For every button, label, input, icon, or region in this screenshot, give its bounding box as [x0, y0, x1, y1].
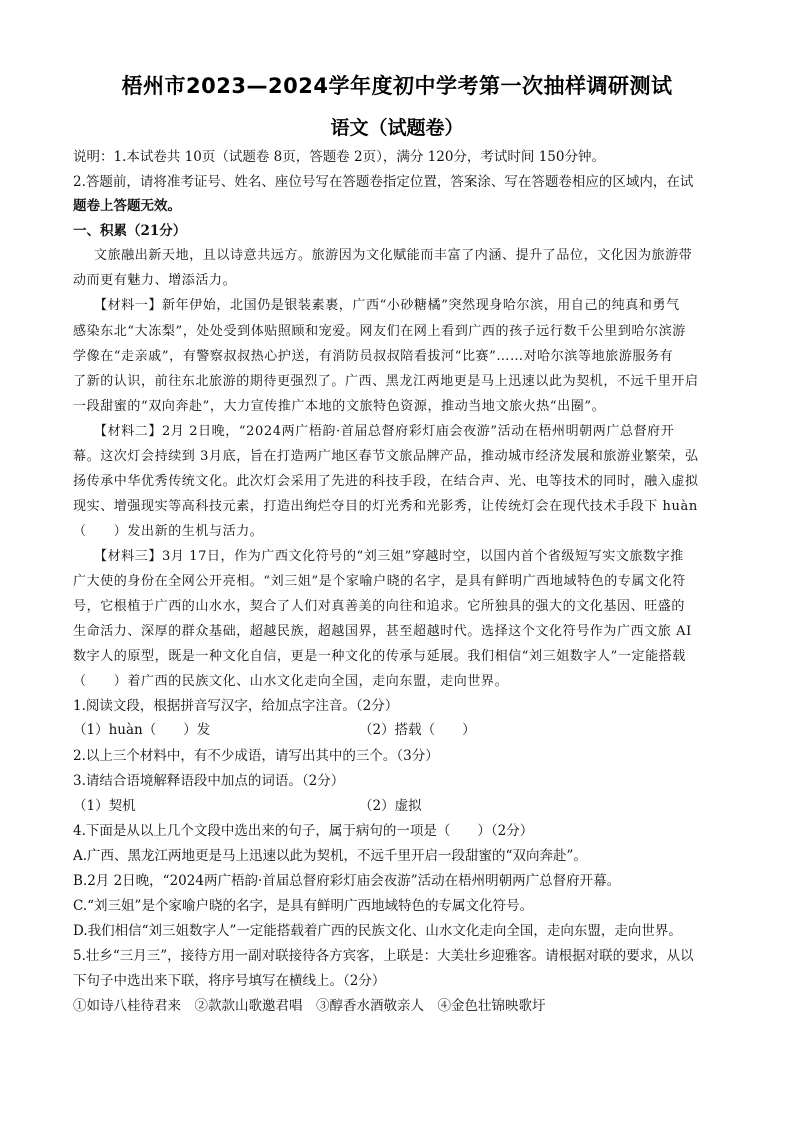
question-4-option-d: D.我们相信“刘三姐数字人”一定能搭载着广西的民族文化、山水文化走向全国，走向东盟，走向世界。	[73, 923, 682, 939]
material3-line: 广大使的身份在全网公开亮相。“刘三姐”是个家喻户晓的名字，是具有鲜明广西地域特色的专属文化符	[73, 574, 686, 589]
question-3-part-a: （1）契机	[73, 798, 136, 814]
question-3-part-b: （2）虚拟	[359, 798, 422, 814]
question-3-items	[73, 796, 721, 816]
material2-line: （ ）发出新的生机与活力。	[73, 524, 264, 539]
instruction-line-1: 说明：1.本试卷共 10页（试题卷 8页，答题卷 2页），满分 120分，考试时间 150分钟。	[73, 149, 605, 165]
material2-line: 【材料二】2月 2日晚，“2024两广梧韵·首届总督府彩灯庙会夜游”活动在梧州明朝两广总督府开	[94, 424, 675, 439]
question-4-option-c: C.“刘三姐”是个家喻户晓的名字，是具有鲜明广西地域特色的专属文化符号。	[73, 898, 533, 914]
material2-line: 扬传承中华优秀传统文化。此次灯会采用了先进的科技手段，在结合声、光、电等技术的同时，融入虚拟	[73, 474, 699, 489]
question-5-line-1: 5.壮乡“三月三”，接待方用一副对联接待各方宾客，上联是：大美壮乡迎雅客。请根据对联的要求，从以	[73, 948, 694, 964]
material3-line: 生命活力、深厚的群众基础，超越民族，超越国界，甚至超越时代。选择这个文化符号作为广西文旅 AI	[73, 624, 692, 639]
material3-line: （ ）着广西的民族文化、山水文化走向全国，走向东盟，走向世界。	[73, 674, 509, 689]
question-1-items	[73, 720, 721, 740]
intro-line: 文旅融出新天地，且以诗意共远方。旅游因为文化赋能而丰富了内涵、提升了品位，文化因为旅游带	[94, 248, 693, 263]
question-1-part-a: （1）huàn（ ）发	[73, 722, 211, 738]
intro-line: 动而更有魅力、增添活力。	[73, 273, 237, 288]
material3-line: 号，它根植于广西的山水水，契合了人们对真善美的向往和追求。它所独具的强大的文化基因、旺盛的	[73, 599, 686, 614]
material1-line: 一段甜蜜的“双向奔赴”，大力宣传推广本地的文旅特色资源，推动当地文旅火热“出圈”。	[73, 399, 606, 414]
question-4: 4.下面是从以上几个文段中选出来的句子，属于病句的一项是（ ）（2分）	[73, 823, 534, 839]
instruction-line-3: 题卷上答题无效。	[73, 198, 181, 214]
material1-line: 感染东北“大冻梨”，处处受到体贴照顾和宠爱。网友们在网上看到广西的孩子远行数千公里到哈尔滨游	[73, 324, 686, 339]
section-heading: 一、积累（21分）	[73, 223, 187, 239]
material1-line: 学像在“走亲戚”，有警察叔叔热心护送，有消防员叔叔陪看拔河“比赛”……对哈尔滨等地旅游服务有	[73, 349, 674, 364]
instruction-line-2: 2.答题前，请将准考证号、姓名、座位号写在答题卷指定位置，答案涂、写在答题卷相应的区域内，在试	[73, 174, 694, 190]
question-4-option-a: A.广西、黑龙江两地更是马上迅速以此为契机，不远千里开启一段甜蜜的“双向奔赴”。	[73, 848, 587, 864]
material1-line: 了新的认识，前往东北旅游的期待更强烈了。广西、黑龙江两地更是马上迅速以此为契机，不远千里开启	[73, 374, 699, 389]
question-1-part-b: （2）搭载（ ）	[359, 722, 476, 738]
material1-line: 【材料一】新年伊始，北国仍是银装素裹，广西“小砂糖橘”突然现身哈尔滨，用自己的纯真和勇气	[94, 298, 680, 313]
question-5-line-2: 下句子中选出来下联，将序号填写在横线上。（2分）	[73, 973, 386, 989]
material2-line: 现实、增强现实等高科技元素，打造出绚烂夺目的灯光秀和光影秀，让传统灯会在现代技术手段下 huàn	[73, 499, 698, 514]
question-2: 2.以上三个材料中，有不少成语，请写出其中的三个。（3分）	[73, 748, 439, 764]
question-3: 3.请结合语境解释语段中加点的词语。（2分）	[73, 773, 345, 789]
material2-line: 幕。这次灯会持续到 3月底，旨在打造两广地区春节文旅品牌产品，推动城市经济发展和旅游业繁荣，弘	[73, 449, 699, 464]
material3-line: 数字人的原型，既是一种文化自信，更是一种文化的传承与延展。我们相信“刘三姐数字人”一定能搭载	[73, 649, 686, 664]
material3-line: 【材料三】3月 17日，作为广西文化符号的“刘三姐”穿越时空，以国内首个省级短写实文旅数字推	[94, 549, 684, 564]
question-4-option-b: B.2月 2日晚，“2024两广梧韵·首届总督府彩灯庙会夜游”活动在梧州明朝两广总督府开幕。	[73, 873, 621, 889]
question-5-options: ①如诗八桂待君来 ②款款山歌邀君唱 ③醇香水酒敬亲人 ④金色壮锦映歌圩	[73, 998, 546, 1014]
exam-title: 梧州市2023—2024学年度初中学考第一次抽样调研测试	[121, 74, 673, 98]
question-1: 1.阅读文段，根据拼音写汉字，给加点字注音。（2分）	[73, 698, 399, 714]
exam-subtitle: 语文（试题卷）	[330, 117, 464, 139]
